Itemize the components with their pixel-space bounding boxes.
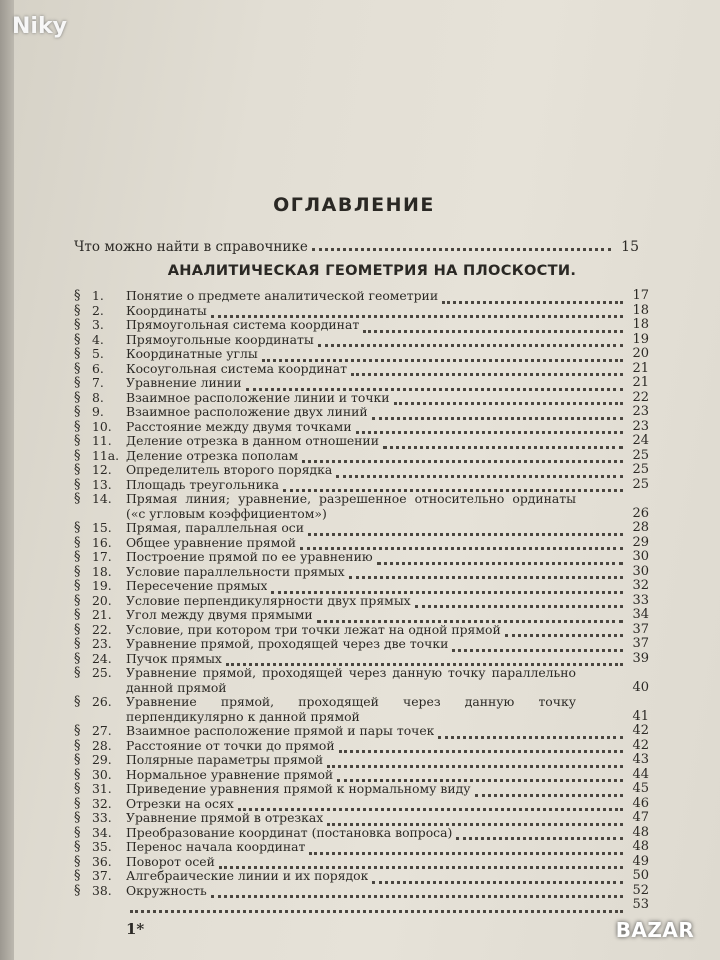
toc-entry-page: 24 bbox=[632, 433, 649, 448]
toc-entry-title: Приведение уравнения прямой к нормальному виду bbox=[126, 782, 471, 796]
toc-list bbox=[74, 289, 649, 913]
section-sign: § bbox=[74, 520, 81, 535]
toc-entry-title: Взаимное расположение линии и точки bbox=[126, 390, 390, 405]
section-sign: § bbox=[74, 534, 81, 550]
toc-entry-page: 52 bbox=[632, 882, 649, 898]
toc-entry-number: 6. bbox=[92, 360, 104, 376]
section-sign: § bbox=[74, 795, 81, 811]
leader-dots bbox=[377, 550, 623, 565]
section-sign: § bbox=[74, 462, 81, 477]
watermark: Niky bbox=[12, 14, 67, 39]
toc-entry-page: 34 bbox=[632, 607, 649, 622]
toc-entry bbox=[74, 695, 649, 724]
section-sign: § bbox=[74, 331, 81, 347]
toc-entry bbox=[74, 478, 649, 493]
toc-entry-title: Уравнение прямой, проходящей через данную точку перпендикулярно к данной прямой bbox=[126, 694, 576, 724]
bazar-logo-text: BAZAR bbox=[615, 918, 695, 942]
toc-entry-title-wrap bbox=[126, 564, 627, 579]
toc-entry-number: 21. bbox=[92, 607, 112, 622]
toc-entry-title: Косоугольная система координат bbox=[126, 361, 347, 376]
section-sign: § bbox=[74, 360, 81, 376]
book-page bbox=[14, 0, 720, 960]
toc-entry-page: 33 bbox=[632, 592, 649, 608]
toc-entry-title: Уравнение линии bbox=[126, 376, 242, 390]
toc-entry-title-wrap bbox=[126, 593, 627, 608]
toc-entry-title-wrap bbox=[126, 753, 627, 768]
toc-entry bbox=[74, 594, 649, 609]
leader-dots bbox=[452, 637, 623, 652]
toc-entry-number: 32. bbox=[92, 795, 112, 811]
toc-trailing-page: 53 bbox=[632, 897, 649, 912]
section-sign: § bbox=[74, 317, 81, 332]
toc-entry-title-wrap bbox=[126, 666, 627, 695]
section-sign: § bbox=[74, 491, 81, 506]
section-sign: § bbox=[74, 636, 81, 651]
leader-dots bbox=[211, 883, 623, 898]
toc-entry-number: 12. bbox=[92, 462, 112, 477]
section-sign: § bbox=[74, 694, 81, 709]
leader-dots bbox=[238, 796, 623, 811]
section-sign: § bbox=[74, 810, 81, 825]
toc-entry-title: Условие параллельности прямых bbox=[126, 564, 345, 579]
toc-entry-title: Построение прямой по ее уравнению bbox=[126, 550, 373, 564]
toc-entry-number: 31. bbox=[92, 781, 112, 796]
leader-dots bbox=[309, 840, 623, 855]
section-sign: § bbox=[74, 288, 81, 303]
toc-entry bbox=[74, 855, 649, 870]
section-sign: § bbox=[74, 607, 81, 622]
section-sign: § bbox=[74, 882, 81, 898]
toc-entry-page: 23 bbox=[632, 418, 649, 434]
leader-dots bbox=[351, 361, 623, 376]
toc-entry-title-wrap bbox=[126, 811, 627, 826]
section-sign: § bbox=[74, 404, 81, 419]
toc-entry-page: 44 bbox=[632, 766, 649, 782]
toc-entry-title: Взаимное расположение двух линий bbox=[126, 405, 368, 419]
toc-entry-title: Расстояние между двумя точками bbox=[126, 419, 352, 434]
toc-entry-title-wrap bbox=[126, 492, 627, 521]
toc-entry-title-wrap bbox=[126, 361, 627, 376]
toc-entry-number: 11. bbox=[92, 433, 112, 448]
toc-entry-number: 19. bbox=[92, 578, 112, 593]
toc-entry-title-wrap bbox=[126, 840, 627, 855]
leader-dots bbox=[356, 419, 623, 434]
toc-entry bbox=[74, 333, 649, 348]
toc-entry bbox=[74, 666, 649, 695]
toc-entry-title-wrap bbox=[126, 289, 627, 304]
toc-entry-title-wrap bbox=[126, 869, 627, 884]
leader-dots bbox=[219, 854, 623, 869]
toc-entry-title-wrap bbox=[126, 521, 627, 536]
leader-dots bbox=[349, 564, 623, 579]
toc-entry-page: 41 bbox=[632, 708, 649, 724]
toc-entry-title: Деление отрезка пополам bbox=[126, 448, 299, 463]
toc-entry-number: 37. bbox=[92, 868, 112, 883]
toc-entry-title-wrap bbox=[126, 434, 627, 449]
toc-entry-page: 39 bbox=[632, 650, 649, 666]
leader-dots bbox=[336, 463, 623, 478]
section-sign: § bbox=[74, 447, 81, 463]
toc-entry bbox=[74, 536, 649, 551]
leader-dots bbox=[363, 318, 623, 333]
toc-entry-page: 28 bbox=[632, 520, 649, 535]
leader-dots bbox=[211, 303, 623, 318]
leader-dots bbox=[505, 622, 623, 637]
toc-entry-page: 21 bbox=[632, 360, 649, 376]
toc-entry bbox=[74, 608, 649, 623]
section-sign: § bbox=[74, 302, 81, 318]
toc-entry-number: 15. bbox=[92, 520, 112, 535]
leader-dots bbox=[262, 347, 623, 362]
section-sign: § bbox=[74, 621, 81, 637]
toc-entry-number: 23. bbox=[92, 636, 112, 651]
toc-entry bbox=[74, 391, 649, 406]
section-sign: § bbox=[74, 665, 81, 680]
toc-entry-number: 38. bbox=[92, 882, 112, 898]
section-sign: § bbox=[74, 650, 81, 666]
toc-entry bbox=[74, 623, 649, 638]
leader-dots bbox=[300, 535, 623, 550]
toc-entry-title-wrap bbox=[126, 390, 627, 405]
leader-dots bbox=[318, 332, 623, 347]
leader-dots bbox=[475, 782, 623, 797]
toc-entry bbox=[74, 579, 649, 594]
toc-entry-title-wrap bbox=[126, 405, 627, 420]
intro-entry-title: Что можно найти в справочнике bbox=[74, 239, 308, 255]
toc-entry-page: 42 bbox=[632, 723, 649, 738]
leader-dots bbox=[438, 724, 623, 739]
toc-entry-page: 45 bbox=[632, 781, 649, 796]
section-sign: § bbox=[74, 592, 81, 608]
section-sign: § bbox=[74, 563, 81, 579]
toc-entry bbox=[74, 811, 649, 826]
toc-entry-title: Преобразование координат (постановка вопроса) bbox=[126, 825, 453, 840]
toc-entry-title: Прямоугольная система координат bbox=[126, 318, 360, 332]
leader-dots bbox=[442, 289, 623, 304]
toc-entry-page: 43 bbox=[632, 752, 649, 767]
toc-entry-title: Пучок прямых bbox=[126, 651, 222, 666]
toc-entry bbox=[74, 420, 649, 435]
toc-entry-title-wrap bbox=[126, 550, 627, 565]
toc-entry-number: 5. bbox=[92, 346, 104, 361]
signature-mark: 1* bbox=[126, 920, 145, 938]
toc-entry-title: Перенос начала координат bbox=[126, 840, 306, 854]
toc-entry-page: 49 bbox=[632, 853, 649, 869]
toc-entry-number: 4. bbox=[92, 331, 104, 347]
leader-dots bbox=[415, 593, 623, 608]
section-sign: § bbox=[74, 549, 81, 564]
section-sign: § bbox=[74, 781, 81, 796]
toc-entry-number: 36. bbox=[92, 853, 112, 869]
toc-entry-title: Деление отрезка в данном отношении bbox=[126, 434, 379, 448]
toc-entry-number: 9. bbox=[92, 404, 104, 419]
toc-entry-title-wrap bbox=[126, 318, 627, 333]
toc-entry-page: 30 bbox=[632, 563, 649, 579]
toc-entry-number: 20. bbox=[92, 592, 112, 608]
toc-title: ОГЛАВЛЕНИЕ bbox=[273, 194, 435, 216]
toc-entry-title: Прямая линия; уравнение, разрешенное относительно ординаты («с угловым коэффициентом») bbox=[126, 491, 576, 521]
toc-entry-title: Уравнение прямой в отрезках bbox=[126, 811, 324, 825]
toc-entry-number: 7. bbox=[92, 375, 104, 390]
toc-entry bbox=[74, 724, 649, 739]
toc-entry-page: 19 bbox=[632, 331, 649, 347]
toc-entry-number: 11a. bbox=[92, 447, 120, 463]
toc-entry-page: 29 bbox=[632, 534, 649, 550]
toc-entry-title-wrap bbox=[126, 463, 627, 478]
toc-entry bbox=[74, 463, 649, 478]
toc-entry-title: Условие перпендикулярности двух прямых bbox=[126, 593, 411, 608]
toc-entry-number: 14. bbox=[92, 491, 112, 506]
toc-entry-page: 17 bbox=[632, 288, 649, 303]
leader-dots bbox=[130, 898, 623, 913]
toc-entry-title: Отрезки на осях bbox=[126, 796, 234, 811]
toc-entry-title: Угол между двумя прямыми bbox=[126, 608, 313, 622]
toc-entry-title-wrap bbox=[126, 622, 627, 637]
toc-entry-title: Полярные параметры прямой bbox=[126, 753, 324, 767]
toc-entry bbox=[74, 521, 649, 536]
toc-entry-title: Условие, при котором три точки лежат на одной прямой bbox=[126, 622, 501, 637]
toc-entry-page: 25 bbox=[632, 462, 649, 477]
toc-entry bbox=[74, 550, 649, 565]
toc-entry-title: Поворот осей bbox=[126, 854, 215, 869]
section-sign: § bbox=[74, 389, 81, 405]
toc-entry-number: 8. bbox=[92, 389, 104, 405]
toc-entry-page: 37 bbox=[632, 621, 649, 637]
section-sign: § bbox=[74, 418, 81, 434]
toc-entry-title: Прямая, параллельная оси bbox=[126, 521, 304, 535]
toc-entry bbox=[74, 347, 649, 362]
toc-entry-page: 20 bbox=[632, 346, 649, 361]
leader-dots bbox=[226, 651, 623, 666]
toc-entry-title-wrap bbox=[126, 376, 627, 391]
toc-entry-title: Координаты bbox=[126, 303, 207, 318]
toc-entry-title: Пересечение прямых bbox=[126, 579, 268, 593]
toc-entry-number: 1. bbox=[92, 288, 104, 303]
toc-entry-page: 30 bbox=[632, 549, 649, 564]
leader-dots bbox=[312, 236, 611, 251]
toc-entry-number: 33. bbox=[92, 810, 112, 825]
toc-entry bbox=[74, 637, 649, 652]
toc-entry-title-wrap bbox=[126, 695, 627, 724]
leader-dots bbox=[327, 811, 623, 826]
toc-entry-title-wrap bbox=[126, 419, 627, 434]
toc-entry-title: Понятие о предмете аналитической геометрии bbox=[126, 289, 439, 303]
toc-entry bbox=[74, 362, 649, 377]
toc-entry-title: Алгебраические линии и их порядок bbox=[126, 869, 369, 883]
toc-entry-page: 48 bbox=[632, 824, 649, 840]
toc-entry bbox=[74, 739, 649, 754]
toc-entry-number: 26. bbox=[92, 694, 112, 709]
leader-dots bbox=[372, 869, 623, 884]
toc-entry-title-wrap bbox=[126, 651, 627, 666]
toc-entry-title-wrap bbox=[126, 782, 627, 797]
section-sign: § bbox=[74, 839, 81, 854]
toc-entry bbox=[74, 304, 649, 319]
toc-entry bbox=[74, 434, 649, 449]
toc-entry-title-wrap bbox=[126, 477, 627, 492]
leader-dots bbox=[327, 753, 623, 768]
toc-entry bbox=[74, 449, 649, 464]
section-sign: § bbox=[74, 578, 81, 593]
leader-dots bbox=[271, 579, 623, 594]
leader-dots bbox=[456, 825, 623, 840]
toc-entry bbox=[74, 782, 649, 797]
toc-entry-title-wrap bbox=[126, 767, 627, 782]
toc-entry-page: 48 bbox=[632, 839, 649, 854]
toc-entry-number: 25. bbox=[92, 665, 112, 680]
toc-entry-page: 25 bbox=[632, 476, 649, 492]
toc-entry-title-wrap bbox=[126, 854, 627, 869]
toc-entry-title: Окружность bbox=[126, 883, 207, 898]
toc-entry bbox=[74, 318, 649, 333]
toc-entry-page: 46 bbox=[632, 795, 649, 811]
toc-entry-page: 40 bbox=[632, 679, 649, 695]
toc-entry-title-wrap bbox=[126, 796, 627, 811]
leader-dots bbox=[302, 448, 623, 463]
leader-dots bbox=[394, 390, 623, 405]
toc-entry bbox=[74, 768, 649, 783]
intro-entry bbox=[74, 236, 639, 258]
leader-dots bbox=[372, 405, 623, 420]
toc-entry bbox=[74, 840, 649, 855]
toc-entry-number: 18. bbox=[92, 563, 112, 579]
toc-entry-title-wrap bbox=[126, 637, 627, 652]
toc-entry-number: 17. bbox=[92, 549, 112, 564]
toc-entry bbox=[74, 826, 649, 841]
section-sign: § bbox=[74, 868, 81, 883]
toc-entry-number: 29. bbox=[92, 752, 112, 767]
toc-entry-number: 10. bbox=[92, 418, 112, 434]
toc-entry-number: 34. bbox=[92, 824, 112, 840]
toc-entry-title-wrap bbox=[126, 825, 627, 840]
leader-dots bbox=[317, 608, 623, 623]
section-sign: § bbox=[74, 737, 81, 753]
toc-entry-title: Общее уравнение прямой bbox=[126, 535, 297, 550]
toc-entry-title: Расстояние от точки до прямой bbox=[126, 738, 335, 753]
section-sign: § bbox=[74, 824, 81, 840]
toc-entry-number: 28. bbox=[92, 737, 112, 753]
toc-entry-title: Координатные углы bbox=[126, 347, 258, 361]
toc-entry bbox=[74, 492, 649, 521]
toc-entry-page: 26 bbox=[632, 505, 649, 521]
toc-entry-title: Уравнение прямой, проходящей через данную точку параллельно данной прямой bbox=[126, 665, 576, 695]
toc-entry-page: 18 bbox=[632, 317, 649, 332]
toc-entry-page: 18 bbox=[632, 302, 649, 318]
toc-entry-page: 32 bbox=[632, 578, 649, 593]
toc-entry-number: 13. bbox=[92, 476, 112, 492]
toc-entry-page: 22 bbox=[632, 389, 649, 405]
toc-entry-page: 50 bbox=[632, 868, 649, 883]
toc-entry-page: 37 bbox=[632, 636, 649, 651]
toc-entry-number: 3. bbox=[92, 317, 104, 332]
toc-entry-title: Площадь треугольника bbox=[126, 477, 279, 492]
toc-entry-title-wrap bbox=[126, 535, 627, 550]
toc-entry bbox=[74, 565, 649, 580]
toc-entry-number: 16. bbox=[92, 534, 112, 550]
section-title: АНАЛИТИЧЕСКАЯ ГЕОМЕТРИЯ НА ПЛОСКОСТИ. bbox=[167, 262, 577, 279]
toc-entry-number: 30. bbox=[92, 766, 112, 782]
toc-entry-title: Уравнение прямой, проходящей через две точки bbox=[126, 637, 449, 651]
toc-entry bbox=[74, 869, 649, 884]
leader-dots bbox=[308, 521, 623, 536]
leader-dots bbox=[337, 767, 623, 782]
toc-entry-page: 21 bbox=[632, 375, 649, 390]
toc-entry-title-wrap bbox=[126, 738, 627, 753]
section-sign: § bbox=[74, 476, 81, 492]
intro-entry-page: 15 bbox=[621, 239, 639, 255]
toc-entry-page: 47 bbox=[632, 810, 649, 825]
toc-entry bbox=[74, 376, 649, 391]
toc-entry-title-wrap bbox=[126, 724, 627, 739]
section-sign: § bbox=[74, 346, 81, 361]
toc-entry bbox=[74, 405, 649, 420]
toc-entry-page: 23 bbox=[632, 404, 649, 419]
toc-entry bbox=[74, 797, 649, 812]
toc-entry-title-wrap bbox=[126, 448, 627, 463]
leader-dots bbox=[283, 477, 623, 492]
toc-entry-number: 22. bbox=[92, 621, 112, 637]
toc-entry bbox=[74, 753, 649, 768]
toc-entry bbox=[74, 652, 649, 667]
toc-entry-title-wrap bbox=[126, 332, 627, 347]
toc-entry-title: Взаимное расположение прямой и пары точек bbox=[126, 724, 435, 738]
toc-entry-number: 24. bbox=[92, 650, 112, 666]
section-sign: § bbox=[74, 766, 81, 782]
leader-dots bbox=[383, 434, 623, 449]
section-sign: § bbox=[74, 375, 81, 390]
toc-entry-title: Определитель второго порядка bbox=[126, 463, 333, 477]
section-sign: § bbox=[74, 723, 81, 738]
toc-entry-page: 42 bbox=[632, 737, 649, 753]
toc-trailing-entry bbox=[74, 898, 649, 913]
leader-dots bbox=[339, 738, 623, 753]
toc-entry-page: 25 bbox=[632, 447, 649, 463]
section-sign: § bbox=[74, 433, 81, 448]
bazar-logo bbox=[600, 910, 710, 950]
toc-entry-number: 27. bbox=[92, 723, 112, 738]
toc-entry-title-wrap bbox=[126, 883, 627, 898]
toc-entry-title-wrap bbox=[126, 579, 627, 594]
leader-dots bbox=[246, 376, 623, 391]
toc-entry bbox=[74, 884, 649, 899]
toc-entry-number: 35. bbox=[92, 839, 112, 854]
toc-entry-title-wrap bbox=[126, 347, 627, 362]
toc-entry-title-wrap bbox=[126, 608, 627, 623]
toc-entry-title: Нормальное уравнение прямой bbox=[126, 767, 334, 782]
toc-entry-title: Прямоугольные координаты bbox=[126, 332, 314, 347]
toc-entry bbox=[74, 289, 649, 304]
toc-entry-title-wrap bbox=[126, 303, 627, 318]
toc-entry-number: 2. bbox=[92, 302, 104, 318]
section-sign: § bbox=[74, 853, 81, 869]
section-sign: § bbox=[74, 752, 81, 767]
